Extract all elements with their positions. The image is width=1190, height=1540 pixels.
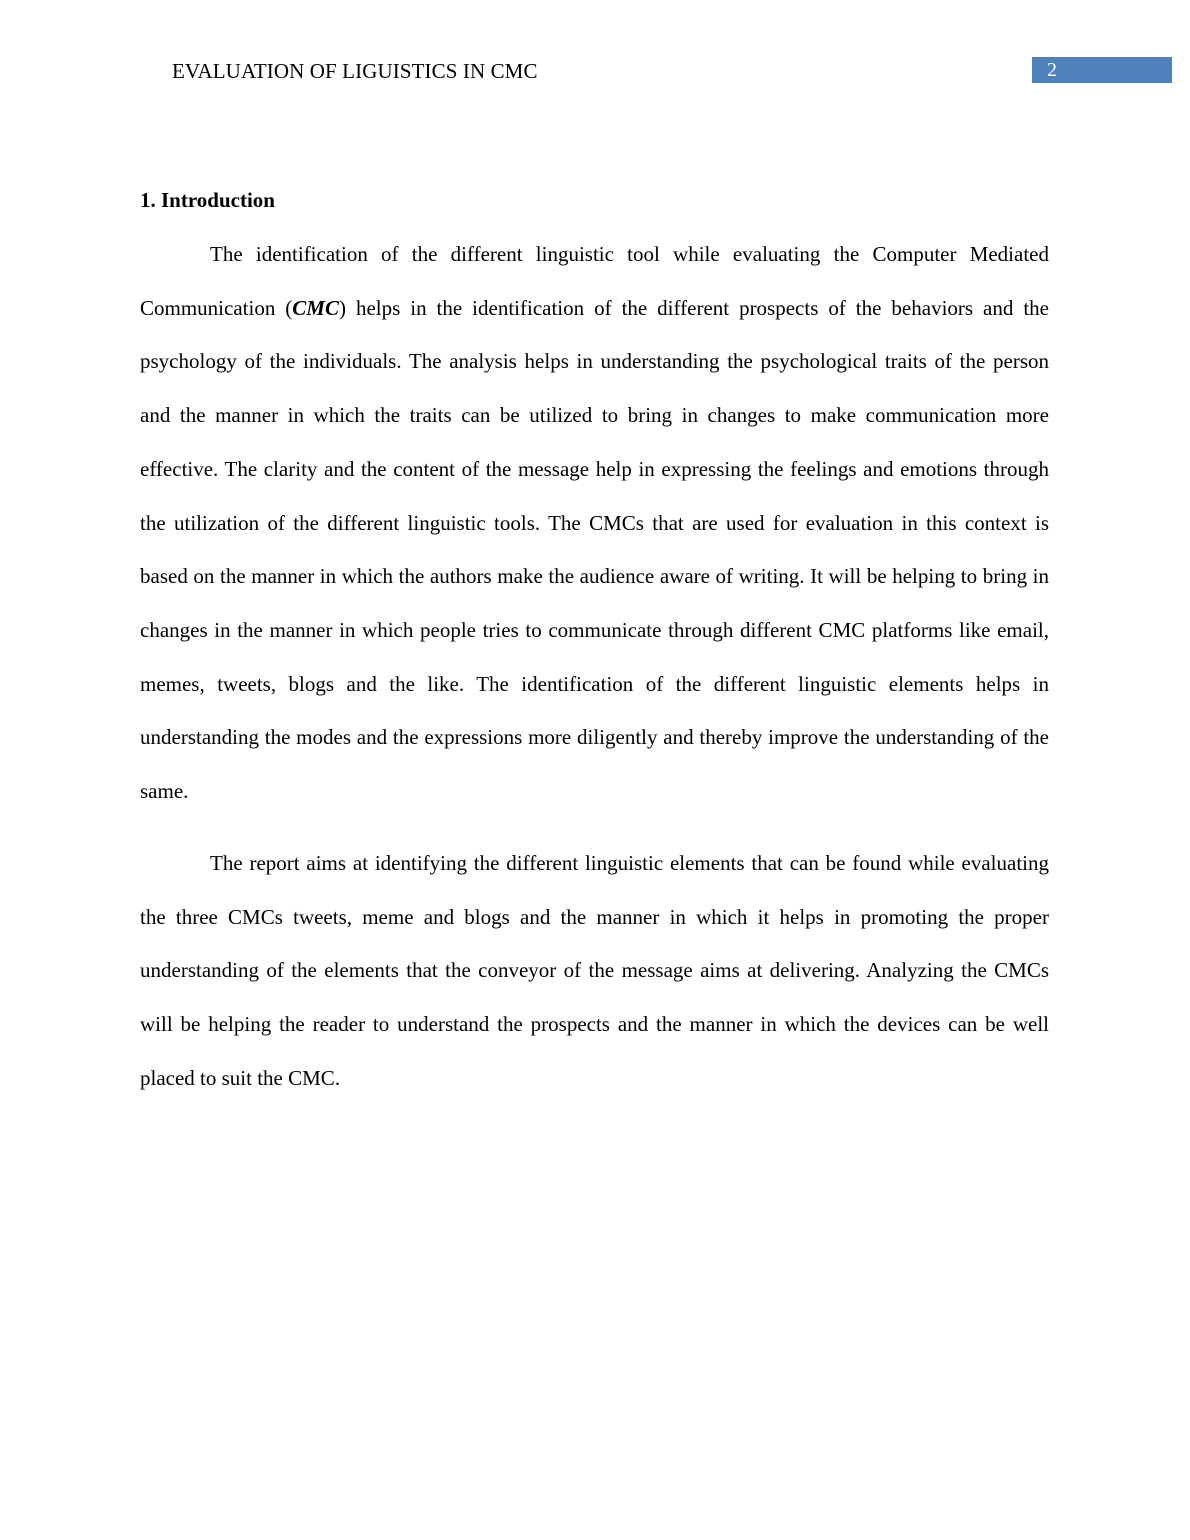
page-number: 2 [1047,59,1057,81]
intro-paragraph-1 [140,228,1049,819]
page-number-badge [1032,57,1172,83]
paragraph-text: ) helps in the identification of the different prospects of the behaviors and the psychology of the individuals. The analysis helps in understanding the psychological traits of the person and the manner in which the traits can be utilized to bring in changes to make communication more effective. The clarity and the content of the message help in expressing the feelings and emotions through the utilization of the different linguistic tools. The CMCs that are used for evaluation in this context is based on the manner in which the authors make the audience aware of writing. It will be helping to bring in changes in the manner in which people tries to communicate through different CMC platforms like email, memes, tweets, blogs and the like. The identification of the different linguistic elements helps in understanding the modes and the expressions more diligently and thereby improve the understanding of the same. [140,295,1049,804]
running-header-title: EVALUATION OF LIGUISTICS IN CMC [172,59,538,83]
intro-paragraph-2: The report aims at identifying the different linguistic elements that can be found while evaluating the three CMCs tweets, meme and blogs and the manner in which it helps in promoting the proper understanding of the elements that the conveyor of the message aims at delivering. Analyzing the CMCs will be helping the reader to understand the prospects and the manner in which the devices can be well placed to suit the CMC. [140,851,1049,1090]
section-heading-introduction: 1. Introduction [140,188,275,212]
paragraph-text: The identification of the different linguistic tool while evaluating the Computer Mediated Communication ( [140,242,1049,320]
emphasis-cmc: CMC [292,295,339,320]
